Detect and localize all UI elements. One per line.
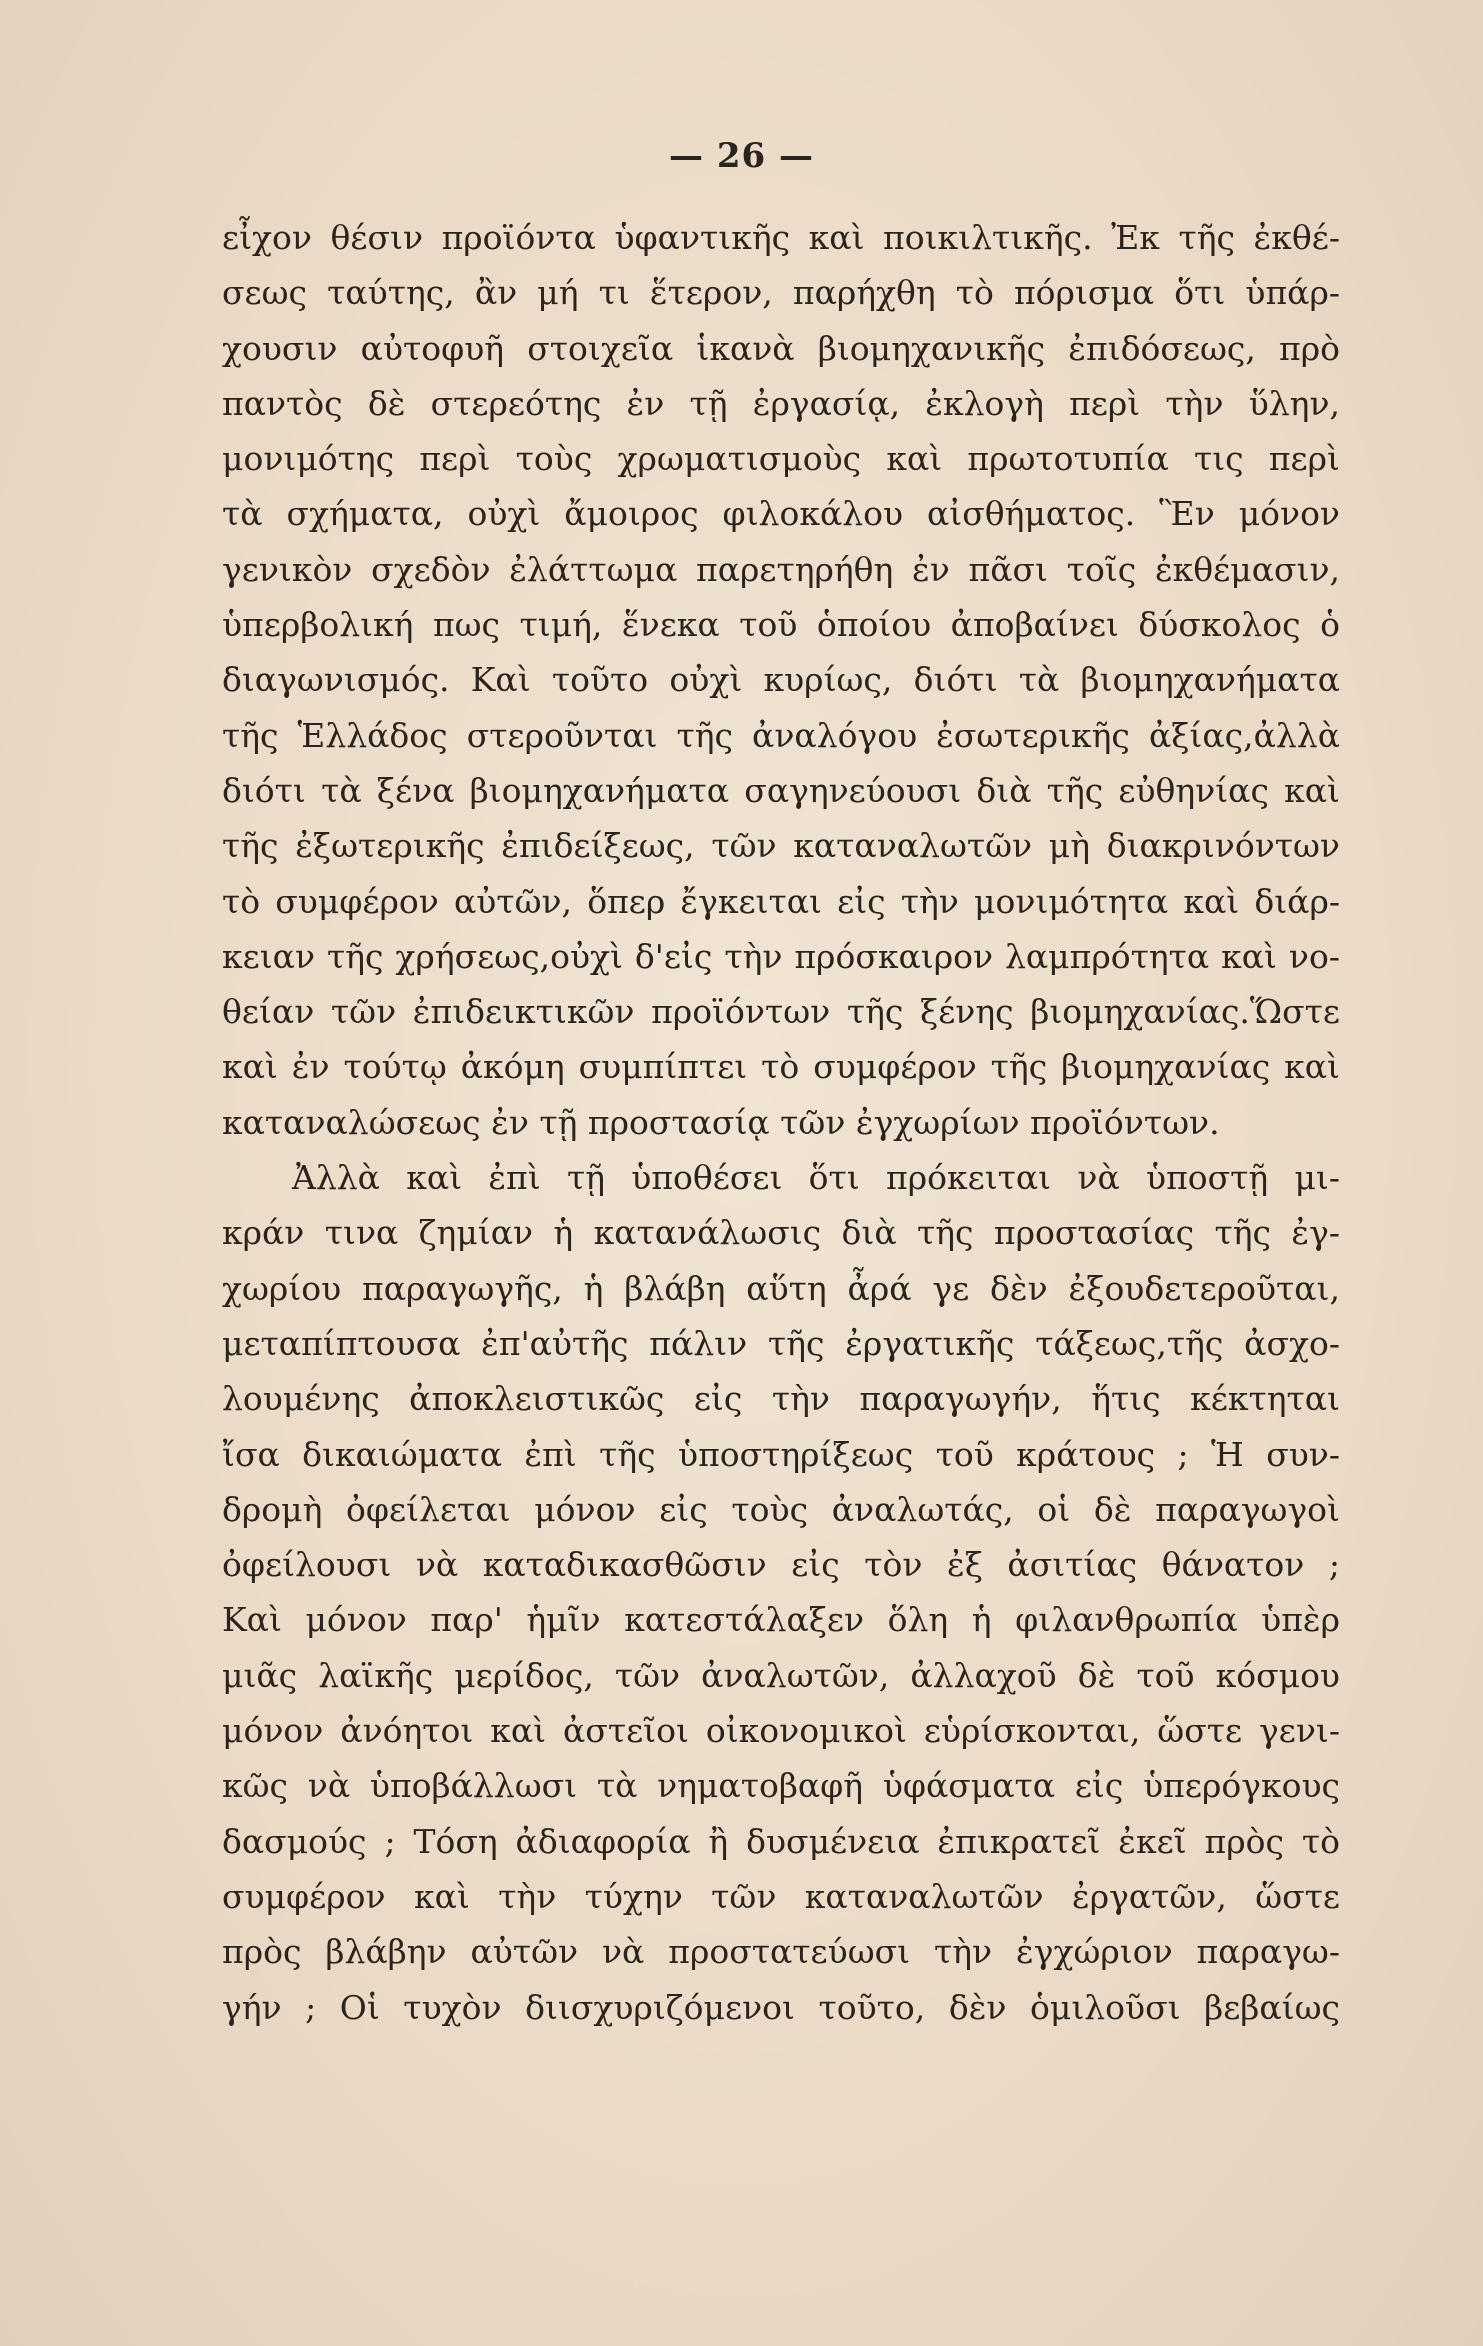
text-line: δασμούς ; Τόση ἀδιαφορία ἢ δυσμένεια ἐπικρατεῖ ἐκεῖ πρὸς τὸ xyxy=(222,1821,1340,1861)
text-line: καταναλώσεως ἐν τῇ προστασίᾳ τῶν ἐγχωρίων προϊόντων. xyxy=(222,1102,1220,1142)
text-line: μονιμότης περὶ τοὺς χρωματισμοὺς καὶ πρωτοτυπία τις περὶ xyxy=(222,439,1340,479)
text-line: διότι τὰ ξένα βιομηχανήματα σαγηνεύουσι διὰ τῆς εὐθηνίας καὶ xyxy=(222,770,1340,810)
paragraph-1 xyxy=(222,210,1340,1150)
text-line: μόνον ἀνόητοι καὶ ἀστεῖοι οἰκονομικοὶ εὑρίσκονται, ὥστε γενι- xyxy=(222,1711,1340,1751)
text-line: σεως ταύτης, ἂν μή τι ἕτερον, παρήχθη τὸ πόρισμα ὅτι ὑπάρ- xyxy=(222,273,1340,313)
text-line: εἶχον θέσιν προϊόντα ὑφαντικῆς καὶ ποικιλτικῆς. Ἐκ τῆς ἐκθέ- xyxy=(222,218,1340,257)
text-line: Ἀλλὰ καὶ ἐπὶ τῇ ὑποθέσει ὅτι πρόκειται νὰ ὑποστῇ μι- xyxy=(292,1158,1340,1198)
text-line: διαγωνισμός. Καὶ τοῦτο οὐχὶ κυρίως, διότι τὰ βιομηχανήματα xyxy=(222,660,1340,700)
text-line: μεταπίπτουσα ἐπ'αὐτῆς πάλιν τῆς ἐργατικῆς τάξεως,τῆς ἀσχο- xyxy=(222,1323,1340,1363)
text-line: γήν ; Οἱ τυχὸν διισχυριζόμενοι τοῦτο, δὲν ὁμιλοῦσι βεβαίως xyxy=(222,1987,1340,2027)
text-line: κῶς νὰ ὑποβάλλωσι τὰ νηματοβαφῆ ὑφάσματα εἰς ὑπερόγκους xyxy=(222,1766,1340,1806)
text-line: λουμένης ἀποκλειστικῶς εἰς τὴν παραγωγήν, ἥτις κέκτηται xyxy=(222,1379,1340,1419)
text-line: Καὶ μόνον παρ' ἡμῖν κατεστάλαξεν ὅλη ἡ φιλανθρωπία ὑπὲρ xyxy=(222,1600,1340,1640)
text-line: κειαν τῆς χρήσεως,οὐχὶ δ'εἰς τὴν πρόσκαιρον λαμπρότητα καὶ νο- xyxy=(222,936,1340,976)
body-text xyxy=(222,210,1340,2035)
text-line: τὰ σχήματα, οὐχὶ ἄμοιρος φιλοκάλου αἰσθήματος. Ἓν μόνον xyxy=(222,494,1340,534)
text-line: συμφέρον καὶ τὴν τύχην τῶν καταναλωτῶν ἐργατῶν, ὥστε xyxy=(222,1876,1340,1916)
text-line: καὶ ἐν τούτῳ ἀκόμη συμπίπτει τὸ συμφέρον τῆς βιομηχανίας καὶ xyxy=(222,1047,1340,1087)
page-number: — 26 — xyxy=(669,136,814,176)
text-line: χουσιν αὐτοφυῆ στοιχεῖα ἱκανὰ βιομηχανικῆς ἐπιδόσεως, πρὸ xyxy=(222,328,1340,368)
text-line: κράν τινα ζημίαν ἡ κατανάλωσις διὰ τῆς προστασίας τῆς ἐγ- xyxy=(222,1213,1340,1253)
text-line: ὀφείλουσι νὰ καταδικασθῶσιν εἰς τὸν ἐξ ἀσιτίας θάνατον ; xyxy=(222,1545,1340,1585)
text-line: ὑπερβολική πως τιμή, ἕνεκα τοῦ ὁποίου ἀποβαίνει δύσκολος ὁ xyxy=(222,605,1340,645)
text-line: χωρίου παραγωγῆς, ἡ βλάβη αὕτη ἆρά γε δὲν ἐξουδετεροῦται, xyxy=(222,1268,1340,1308)
text-line: μιᾶς λαϊκῆς μερίδος, τῶν ἀναλωτῶν, ἀλλαχοῦ δὲ τοῦ κόσμου xyxy=(222,1655,1340,1695)
text-line: τὸ συμφέρον αὐτῶν, ὅπερ ἔγκειται εἰς τὴν μονιμότητα καὶ διάρ- xyxy=(222,881,1340,921)
paragraph-2 xyxy=(222,1150,1340,2035)
text-line: γενικὸν σχεδὸν ἐλάττωμα παρετηρήθη ἐν πᾶσι τοῖς ἐκθέμασιν, xyxy=(222,549,1340,589)
text-line: τῆς Ἑλλάδος στεροῦνται τῆς ἀναλόγου ἐσωτερικῆς ἀξίας,ἀλλὰ xyxy=(222,715,1340,755)
text-line: τῆς ἐξωτερικῆς ἐπιδείξεως, τῶν καταναλωτῶν μὴ διακρινόντων xyxy=(222,826,1340,866)
text-line: ἴσα δικαιώματα ἐπὶ τῆς ὑποστηρίξεως τοῦ κράτους ; Ἡ συν- xyxy=(222,1434,1340,1474)
text-line: παντὸς δὲ στερεότης ἐν τῇ ἐργασίᾳ, ἐκλογὴ περὶ τὴν ὕλην, xyxy=(222,383,1340,423)
text-line: δρομὴ ὀφείλεται μόνον εἰς τοὺς ἀναλωτάς, οἱ δὲ παραγωγοὶ xyxy=(222,1489,1340,1529)
text-line: πρὸς βλάβην αὐτῶν νὰ προστατεύωσι τὴν ἐγχώριον παραγω- xyxy=(222,1932,1340,1972)
text-line: θείαν τῶν ἐπιδεικτικῶν προϊόντων τῆς ξένης βιομηχανίας.Ὥστε xyxy=(222,992,1340,1032)
